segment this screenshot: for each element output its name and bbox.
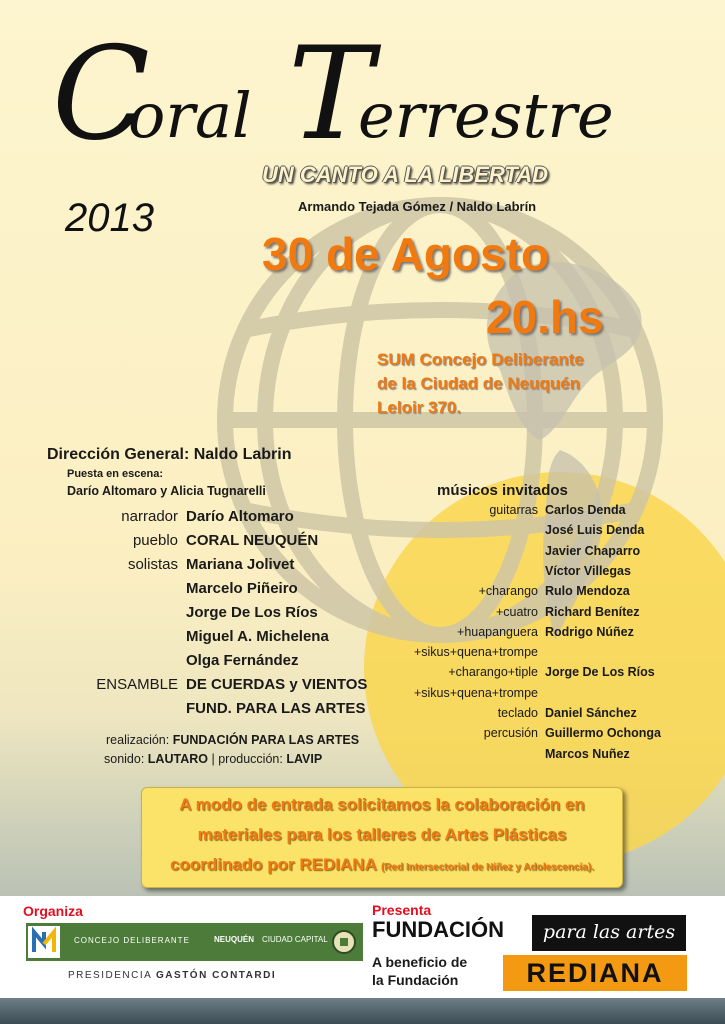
seal-icon xyxy=(331,929,357,955)
venue-line: de la Ciudad de Neuquén xyxy=(377,374,581,393)
role-label: narrador xyxy=(121,508,178,525)
venue-line: Leloir 370. xyxy=(377,398,462,417)
event-time: 20.hs xyxy=(486,291,604,343)
beneficio-line: la Fundación xyxy=(372,972,459,988)
musician-name: Javier Chaparro xyxy=(545,543,641,558)
musician-instrument: +charango+tiple xyxy=(448,665,538,680)
direction-credit: Dirección General: Naldo Labrin xyxy=(47,446,292,463)
notice-line xyxy=(142,855,622,875)
concejo-label: CONCEJO DELIBERANTE xyxy=(74,936,190,945)
musician-instrument: +charango xyxy=(478,584,538,599)
presidencia-credit xyxy=(68,970,276,981)
role-value: Marcelo Piñeiro xyxy=(186,580,298,597)
concejo-logo-icon xyxy=(28,926,60,958)
venue-line: SUM Concejo Deliberante xyxy=(377,350,584,369)
musician-name: Víctor Villegas xyxy=(545,563,631,578)
organiza-label: Organiza xyxy=(23,903,83,919)
musician-name: Guillermo Ochonga xyxy=(545,726,661,741)
musician-name: Marcos Nuñez xyxy=(545,746,630,761)
staging-label: Puesta en escena: xyxy=(67,468,163,480)
musician-name: Rulo Mendoza xyxy=(545,584,630,599)
subtitle: UN CANTO A LA LIBERTAD xyxy=(262,162,548,187)
separator: | xyxy=(211,752,215,766)
title-word-coral: oral xyxy=(128,79,252,152)
presenta-label: Presenta xyxy=(372,902,432,918)
authors: Armando Tejada Gómez / Naldo Labrín xyxy=(298,199,537,214)
staging-names: Darío Altomaro y Alicia Tugnarelli xyxy=(67,484,266,498)
footer xyxy=(0,896,725,998)
fundacion-label: FUNDACIÓN xyxy=(372,917,504,942)
role-value: FUND. PARA LAS ARTES xyxy=(186,700,366,717)
notice-line: A modo de entrada solicitamos la colaboración en xyxy=(179,795,585,814)
realizacion-credit xyxy=(106,733,359,747)
realizacion-label: realización: xyxy=(106,733,170,747)
title-initial-t: T xyxy=(288,20,374,169)
musician-instrument: +sikus+quena+trompe xyxy=(413,645,538,660)
role-value: Darío Altomaro xyxy=(186,508,294,525)
rediana-text: REDIANA xyxy=(526,958,664,988)
title-initial-c: C xyxy=(52,20,150,169)
para-las-artes-text: para las artes xyxy=(542,921,676,943)
musician-name: José Luis Denda xyxy=(545,523,645,538)
presidencia-label: PRESIDENCIA xyxy=(68,970,152,981)
musician-name: Rodrigo Núñez xyxy=(545,624,634,639)
notice-line3-main: coordinado por REDIANA xyxy=(170,855,377,874)
role-value: Miguel A. Michelena xyxy=(186,628,329,645)
notice-line: materiales para los talleres de Artes Plásticas xyxy=(197,825,567,844)
sonido-value: LAUTARO xyxy=(147,752,208,766)
role-label: ENSAMBLE xyxy=(96,676,178,693)
role-value: Jorge De Los Ríos xyxy=(186,604,318,621)
role-value: Olga Fernández xyxy=(186,652,299,669)
role-value: CORAL NEUQUÉN xyxy=(186,532,319,549)
musicians-heading: músicos invitados xyxy=(437,482,568,499)
musician-instrument: guitarras xyxy=(489,503,538,517)
role-value: DE CUERDAS y VIENTOS xyxy=(186,676,368,693)
musician-instrument: +huapanguera xyxy=(457,624,538,639)
concejo-banner xyxy=(26,923,363,961)
musician-instrument: +sikus+quena+trompe xyxy=(413,685,538,700)
produccion-label: producción: xyxy=(218,752,283,766)
role-label: pueblo xyxy=(132,532,178,549)
beneficio-line: A beneficio de xyxy=(372,954,468,970)
presidencia-name: GASTÓN CONTARDI xyxy=(156,970,277,981)
realizacion-value: FUNDACIÓN PARA LAS ARTES xyxy=(172,733,360,747)
musician-name: Daniel Sánchez xyxy=(545,706,637,720)
role-label: solistas xyxy=(127,556,178,573)
bottom-sea xyxy=(0,998,725,1024)
year-label: 2013 xyxy=(65,196,154,240)
ciudad-label: CIUDAD CAPITAL xyxy=(262,935,328,944)
produccion-value: LAVIP xyxy=(286,752,323,766)
rediana-logo xyxy=(503,955,687,991)
title-word-terrestre: errestre xyxy=(358,79,614,152)
sonido-label: sonido: xyxy=(104,752,145,766)
musician-name: Carlos Denda xyxy=(545,503,626,517)
musician-name: Jorge De Los Ríos xyxy=(545,665,655,680)
donation-notice xyxy=(141,787,623,888)
sound-production-credit xyxy=(104,752,322,766)
notice-line3-note: (Red Intersectorial de Niñez y Adolescencia). xyxy=(380,862,594,873)
musician-name: Richard Benítez xyxy=(545,604,640,619)
musician-instrument: +cuatro xyxy=(495,604,538,619)
para-las-artes-logo xyxy=(532,915,686,951)
musician-instrument: teclado xyxy=(497,706,538,720)
neuquen-label: NEUQUÉN xyxy=(214,935,255,944)
event-date: 30 de Agosto xyxy=(262,228,550,280)
musician-instrument: percusión xyxy=(483,726,538,741)
role-value: Mariana Jolivet xyxy=(186,556,295,573)
